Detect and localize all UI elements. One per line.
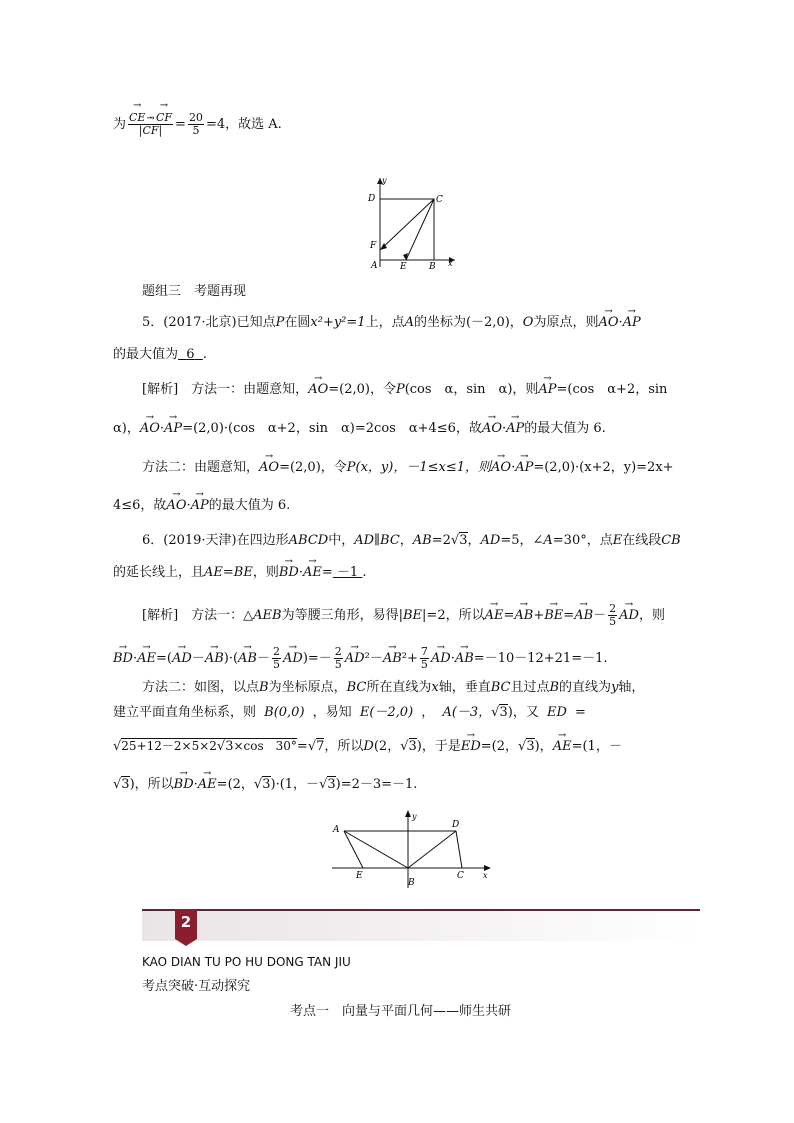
- q6-solution-line3: 方法二：如图，以点B为坐标原点，BC所在直线为x轴，垂直BC且过点B的直线为y轴，: [142, 680, 645, 695]
- topic-subtitle: 考点一 向量与平面几何——师生共研: [290, 1004, 512, 1019]
- q6-solution-line2: → BD·→ AE=(→ AD－→ AB)·(→ AB－ $\frac{2}{5}$ → AD)=－ $\frac{2}{5}$ → AD²－→ AB²+ $\frac{7}{5}$ → AD·→ AB=－10－12+21=－1.: [113, 646, 608, 671]
- q5-line1: 5．(2017·北京)已知点P在圆x²+y²=1上，点A的坐标为(－2,0)，O为原点，则→ AO·→ AP: [142, 314, 641, 332]
- q5-solution-line3: 方法二：由题意知，→ AO=(2,0)，令P(x，y)，－1≤x≤1，则→ AO·→ AP=(2,0)·(x+2，y)=2x+: [142, 459, 674, 477]
- svg-text:B: B: [429, 262, 436, 272]
- fraction-20-5: $\frac{20}{5}$: [188, 111, 203, 137]
- section-pinyin: KAO DIAN TU PO HU DONG TAN JIU: [142, 955, 351, 969]
- svg-text:y: y: [382, 176, 387, 185]
- section-banner: [142, 911, 700, 941]
- figure-square-abcd: [360, 172, 460, 272]
- svg-text:D: D: [452, 820, 460, 830]
- svg-text:x: x: [448, 259, 453, 268]
- svg-text:C: C: [436, 195, 443, 205]
- svg-text:A: A: [371, 261, 378, 271]
- q5-solution-line2: α)，→ AO·→ AP=(2,0)·(cos α+2，sin α)=2cos α+4≤6，故→ AO·→ AP的最大值为 6.: [113, 420, 606, 438]
- svg-text:C: C: [457, 871, 464, 881]
- q6-solution-line5: √25+12－2×5×2√3×cos 30°=√7，所以D(2，√3)，于是→ ED=(2，√3)，→ AE=(1，－: [113, 737, 622, 756]
- section-divider: [142, 909, 700, 911]
- svg-text:E: E: [356, 871, 363, 881]
- svg-text:A: A: [333, 825, 340, 835]
- fraction-ce-cf: → $\frac{CE \cdot \to CF}{|\to CF|}$: [128, 112, 173, 137]
- q6-solution-line1: [解析] 方法一：△AEB为等腰三角形，易得|BE|=2，所以→ AE=→ AB+→ BE=→ AB－ $\frac{2}{5}$ → AD，则: [142, 603, 665, 628]
- q6-line2: 的延长线上，且AE=BE，则→ BD·→ AE= －1 .: [113, 564, 366, 582]
- q5-solution-line1: [解析] 方法一：由题意知，→ AO=(2,0)，令P(cos α，sin α)，则→ AP=(cos α+2，sin: [142, 381, 667, 399]
- svg-text:y: y: [412, 812, 417, 821]
- section-heading: 考点突破·互动探究: [142, 979, 251, 994]
- q6-answer: －1: [336, 565, 359, 580]
- q6-solution-line6: √3)，所以→ BD·→ AE=(2，√3)·(1，－√3)=2－3=－1.: [113, 776, 417, 794]
- q6-line1: 6．(2019·天津)在四边形ABCD中，AD∥BC，AB=2√3，AD=5，∠A=30°，点E在线段CB: [142, 533, 681, 548]
- q6-solution-line4: 建立平面直角坐标系，则 B(0,0) ，易知 E(－2,0) ， A(－3，√3)，又 ED =: [113, 705, 586, 720]
- section-title: 题组三 考题再现: [142, 284, 247, 299]
- q5-line2: 的最大值为 6 .: [113, 347, 207, 362]
- svg-text:F: F: [370, 241, 377, 251]
- figure-quadrilateral-abcd: [328, 808, 498, 890]
- svg-text:D: D: [368, 194, 376, 204]
- svg-text:B: B: [408, 878, 415, 888]
- section-number-badge: 2: [175, 909, 197, 939]
- svg-text:E: E: [400, 262, 407, 272]
- svg-text:x: x: [483, 871, 488, 880]
- q5-solution-line4: 4≤6，故→ AO·→ AP的最大值为 6.: [113, 497, 290, 515]
- square: [380, 199, 434, 260]
- top-formula-line: 为 → $\frac{CE \cdot \to CF}{|\to CF|}$ = $\frac{20}{5}$ =4，故选 A.: [113, 112, 282, 137]
- q5-answer: 6: [186, 347, 195, 362]
